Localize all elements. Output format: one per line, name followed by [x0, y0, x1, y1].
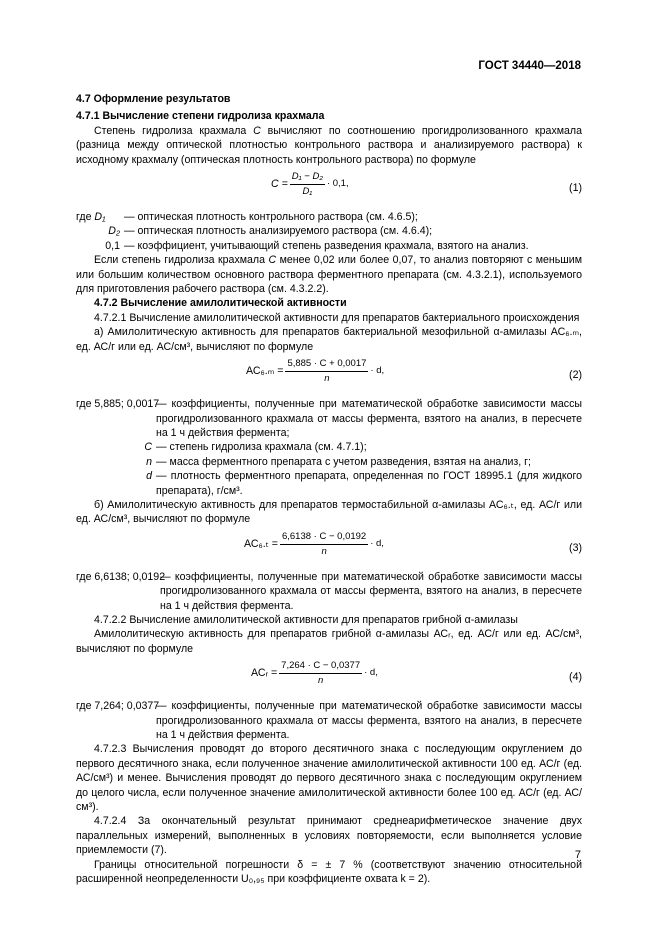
formula-3 — [76, 531, 582, 565]
where-item: n — масса ферментного препарата с учетом разведения, взятая на анализ, г; — [146, 455, 531, 468]
formula-1 — [76, 171, 582, 205]
document-body — [76, 92, 582, 886]
formula-4-number: (4) — [569, 671, 582, 684]
where-item: где 7,264; 0,0377 — коэффициенты, полученные при математической обработке зависимости массы прогидролизованного крахмала от массы фермента, взятого на анализ, в пересчете на 1 ч действия фермента. — [76, 700, 582, 741]
formula-4-denominator: n — [317, 675, 324, 687]
formula-2-numerator: 5,885 · C + 0,0017 — [285, 358, 368, 372]
formula-2-fraction — [285, 358, 368, 385]
formula-4-rest: · d, — [364, 667, 378, 679]
paragraph-uncertainty: Границы относительной погрешности δ = ± 7 % (соответствуют значению относительной расширенной неопределенности U₀,₉₅ при коэффициенте охвата k = 2). — [76, 858, 582, 886]
formula-4-lhs: АСᵣ = — [251, 667, 278, 680]
where-item: 0,1 — коэффициент, учитывающий степень разведения крахмала, взятого на анализ. — [105, 239, 529, 252]
formula-2 — [76, 358, 582, 392]
paragraph-4-7-2-4: 4.7.2.4 За окончательный результат принимают среднеарифметическое значение двух параллельных измерений, выполненных в условиях повторяемости, если выполняется условие приемлемости (7). — [76, 815, 582, 857]
where-item: где 5,885; 0,0017 — коэффициенты, полученные при математической обработке зависимости массы прогидролизованного крахмала от массы фермента, взятого на анализ, в пересчете на 1 ч действия фермента; — [76, 398, 582, 439]
formula-1-denominator: D₁ — [302, 186, 313, 198]
where-item: где 6,6138; 0,0192 — коэффициенты, полученные при математической обработке зависимости массы прогидролизованного крахмала от массы фермента, взятого на анализ, в пересчете на 1 ч действия фермента. — [76, 570, 582, 612]
section-title-4-7-2: 4.7.2 Вычисление амилолитической активности — [94, 297, 347, 310]
formula-3-numerator: 6,6138 · C − 0,0192 — [280, 531, 368, 545]
page-number: 7 — [574, 849, 581, 861]
paragraph-4-7-2-2: 4.7.2.2 Вычисление амилолитической активности для препаратов грибной α-амилазы — [94, 613, 518, 626]
paragraph-4-7-1-intro: Степень гидролиза крахмала C вычисляют по соотношению прогидролизованного крахмала (разница между оптической плотностью контрольного раствора и анализируемого раствора) к исходному крахмалу (оптическая плотность контрольного раствора) по формуле — [76, 124, 582, 166]
section-title-4-7-1: 4.7.1 Вычисление степени гидролиза крахмала — [76, 110, 325, 123]
formula-1-number: (1) — [569, 182, 582, 195]
formula-3-rest: · d, — [370, 538, 384, 550]
paragraph-4-7-1-note: Если степень гидролиза крахмала C менее 0,02 или более 0,07, то анализ повторяют с меньшим или большим количеством основного раствора ферментного препарата (см. 4.3.2.1), используемого для приготовления рабочего раствора (см. 4.3.2.2). — [76, 254, 582, 296]
paragraph-4-7-2-2-b: Амилолитическую активность для препаратов грибной α-амилазы АСᵣ, ед. АС/г или ед. АС/см³, вычисляют по формуле — [76, 628, 582, 655]
formula-4-numerator: 7,264 · C − 0,0377 — [279, 660, 362, 674]
paragraph-4-7-2-3: 4.7.2.3 Вычисления проводят до второго десятичного знака с последующим округлением до первого десятичного знака, если полученное значение амилолитической активности 100 ед. АС/г (ед. АС/см³) и менее. Вычисления проводят до первого десятичного знака с последующим округлением до целого числа, если полученное значение амилолитической активности более 100 ед. АС/г (ед. АС/см³). — [76, 743, 582, 814]
formula-2-lhs: АС₆.ₘ = — [246, 365, 284, 378]
formula-3-number: (3) — [569, 541, 582, 554]
where-item: C — степень гидролиза крахмала (см. 4.7.1); — [144, 441, 367, 454]
section-title-4-7: 4.7 Оформление результатов — [76, 93, 231, 105]
formula-2-denominator: n — [324, 373, 330, 385]
formula-1-rest: · 0,1, — [326, 178, 349, 190]
formula-1-fraction — [290, 171, 325, 198]
formula-4 — [76, 660, 582, 694]
formula-1-numerator: D₁ − D₂ — [290, 171, 325, 185]
paragraph-4-7-2-1-a: а) Амилолитическую активность для препаратов бактериальной мезофильной α-амилазы АС₆.ₘ, ед. АС/г или ед. АС/см³, вычисляют по формуле — [76, 326, 582, 353]
formula-1-lhs: C = — [271, 178, 288, 191]
where-item: D₂ — оптическая плотность анализируемого раствора (см. 4.6.4); — [108, 225, 433, 238]
formula-3-lhs: АС₆.ₜ = — [244, 538, 278, 551]
formula-4-fraction — [279, 660, 362, 687]
standard-header: ГОСТ 34440—2018 — [478, 60, 581, 72]
formula-2-number: (2) — [569, 369, 582, 382]
formula-3-fraction — [280, 531, 368, 558]
formula-2-rest: · d, — [370, 365, 385, 377]
paragraph-4-7-2-1: 4.7.2.1 Вычисление амилолитической активности для препаратов бактериального происхождения — [94, 311, 580, 324]
where-item: где D₁ — оптическая плотность контрольного раствора (см. 4.6.5); — [76, 211, 418, 224]
formula-3-denominator: n — [321, 545, 327, 557]
paragraph-4-7-2-1-b: б) Амилолитическую активность для препаратов термостабильной α-амилазы АС₆.ₜ, ед. АС/г или ед. АС/см³, вычисляют по формуле — [76, 498, 582, 526]
where-item: d — плотность ферментного препарата, определенная по ГОСТ 18995.1 (для жидкого препарата), г/см³. — [146, 470, 582, 497]
